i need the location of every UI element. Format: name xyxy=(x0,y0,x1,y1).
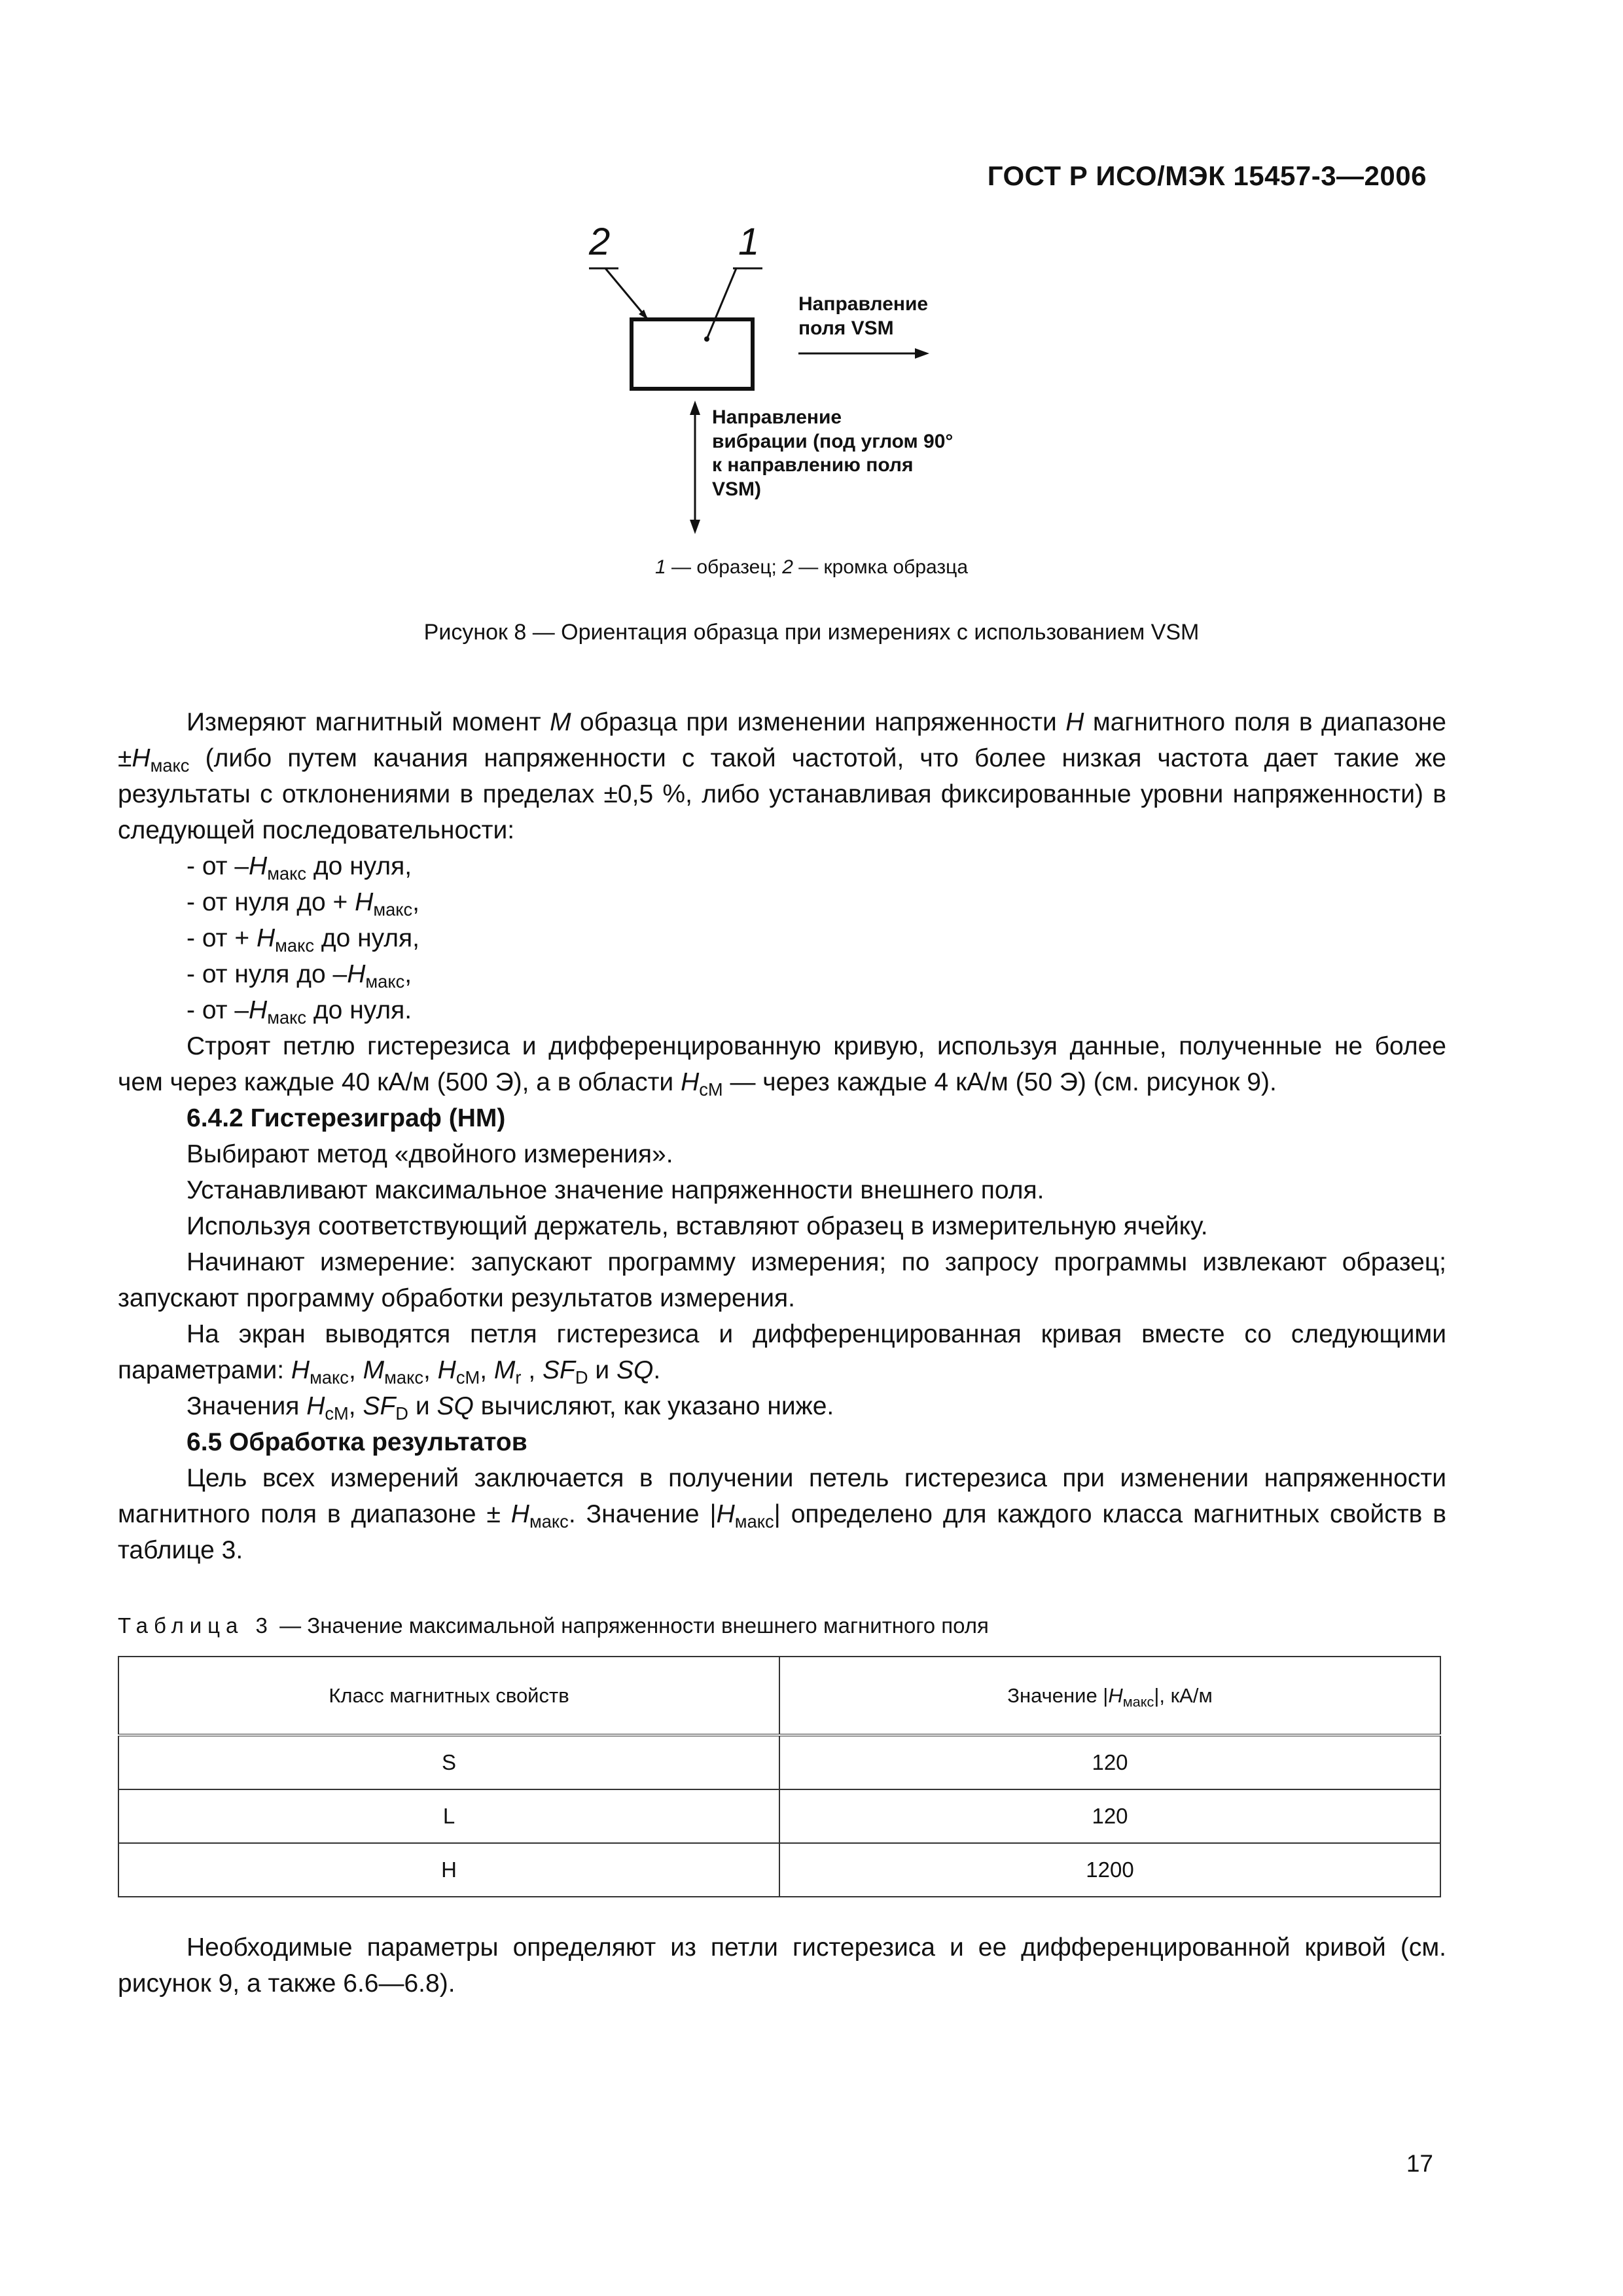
paragraph-step-2: Устанавливают максимальное значение напряженности внешнего поля. xyxy=(187,1176,1044,1204)
paragraph-step-5: На экран выводятся петля гистерезиса и дифференцированная кривая вместе со следующими параметрами: $H_{макс}$, $M_{макс}$, $H_{cM}$, $M_r$ , $SF_D$ и SQ. xyxy=(118,1320,1446,1388)
list-item: - от нуля до $-H_{макс}$, xyxy=(187,960,412,992)
table-row xyxy=(118,1843,1440,1897)
table-cell-class: H xyxy=(118,1843,779,1897)
table-cell-value: 1200 xyxy=(779,1843,1440,1897)
paragraph-hysteresis-loop: Строят петлю гистерезиса и дифференцированную кривую, используя данные, полученные не более чем через каждые 40 кА/м (500 Э), а в области $H_{cM}$ — через каждые 4 кА/м (50 Э) (см. рисунок 9). xyxy=(118,1032,1446,1100)
table-header-row xyxy=(118,1657,1440,1735)
paragraph-step-1: Выбирают метод «двойного измерения». xyxy=(187,1140,673,1168)
callout-2-number: 2 xyxy=(589,221,611,263)
paragraph-results: Цель всех измерений заключается в получении петель гистерезиса при изменении напряженности магнитного поля в диапазоне ± $H_{макс}$. Значение $|H_{макс}|$ определено для каждого класса магнитных свойств в таблице 3. xyxy=(118,1464,1446,1564)
field-direction-arrowhead xyxy=(915,348,929,359)
document-header: ГОСТ Р ИСО/МЭК 15457-3—2006 xyxy=(987,160,1427,191)
section-heading-6-4-2: 6.4.2 Гистерезиграф (HM) xyxy=(187,1104,506,1132)
list-item: - от $-H_{макс}$ до нуля. xyxy=(187,996,412,1028)
list-item: - от нуля до + $H_{макс}$, xyxy=(187,888,420,920)
column-header-class: Класс магнитных свойств xyxy=(118,1657,779,1735)
table-cell-value: 120 xyxy=(779,1789,1440,1843)
table-3-title: Таблица 3 — Значение максимальной напряженности внешнего магнитного поля xyxy=(118,1613,989,1638)
vibration-arrowhead-down xyxy=(690,520,700,534)
section-heading-6-5: 6.5 Обработка результатов xyxy=(187,1428,527,1456)
table-3 xyxy=(118,1656,1441,1897)
paragraph-parameters: Необходимые параметры определяют из петли гистерезиса и ее дифференцированной кривой (см. рисунок 9, а также 6.6—6.8). xyxy=(118,1933,1446,1998)
column-header-value: Значение $|H_{макс}|$, кА/м xyxy=(779,1657,1440,1735)
paragraph-step-4: Начинают измерение: запускают программу измерения; по запросу программы извлекают образец; запускают программу обработки результатов измерения. xyxy=(118,1248,1446,1312)
paragraph-step-3: Используя соответствующий держатель, вставляют образец в измерительную ячейку. xyxy=(187,1212,1208,1240)
table-row xyxy=(118,1735,1440,1789)
callout-1-number: 1 xyxy=(738,221,760,263)
body-text-section-1 xyxy=(118,704,1446,1568)
figure-8-legend: 1 — образец; 2 — кромка образца xyxy=(654,556,969,578)
list-item: - от + $H_{макс}$ до нуля, xyxy=(187,924,420,956)
figure-8 xyxy=(576,223,1047,543)
vibration-arrowhead-up xyxy=(690,401,700,415)
callout-1-dot xyxy=(704,336,709,342)
table-cell-value: 120 xyxy=(779,1735,1440,1789)
field-direction-label: Направление поля VSM xyxy=(798,293,929,339)
paragraph-step-6: Значения $H_{cM}$, $SF_D$ и SQ вычисляют, как указано ниже. xyxy=(187,1392,834,1424)
figure-8-caption: Рисунок 8 — Ориентация образца при измерениях с использованием VSM xyxy=(423,620,1200,645)
table-cell-class: S xyxy=(118,1735,779,1789)
paragraph-measurement: Измеряют магнитный момент M образца при изменении напряженности H магнитного поля в диапазоне $\pm H_{макс}$ (либо путем качания напряженности с такой частотой, что более низкая частота дает такие же результаты с отклонениями в пределах ±0,5 %, либо устанавливая фиксированные уровни напряженности) в следующей последовательности: xyxy=(118,708,1446,844)
list-item: - от $-H_{макс}$ до нуля, xyxy=(187,852,412,884)
table-cell-class: L xyxy=(118,1789,779,1843)
body-text-section-2 xyxy=(118,1929,1446,2001)
vibration-direction-label: Направление вибрации (под углом 90° к направлению поля VSM) xyxy=(712,406,954,500)
callout-1-leader xyxy=(707,268,736,339)
page-number: 17 xyxy=(1406,2150,1433,2177)
specimen-rectangle xyxy=(632,319,753,389)
table-row xyxy=(118,1789,1440,1843)
